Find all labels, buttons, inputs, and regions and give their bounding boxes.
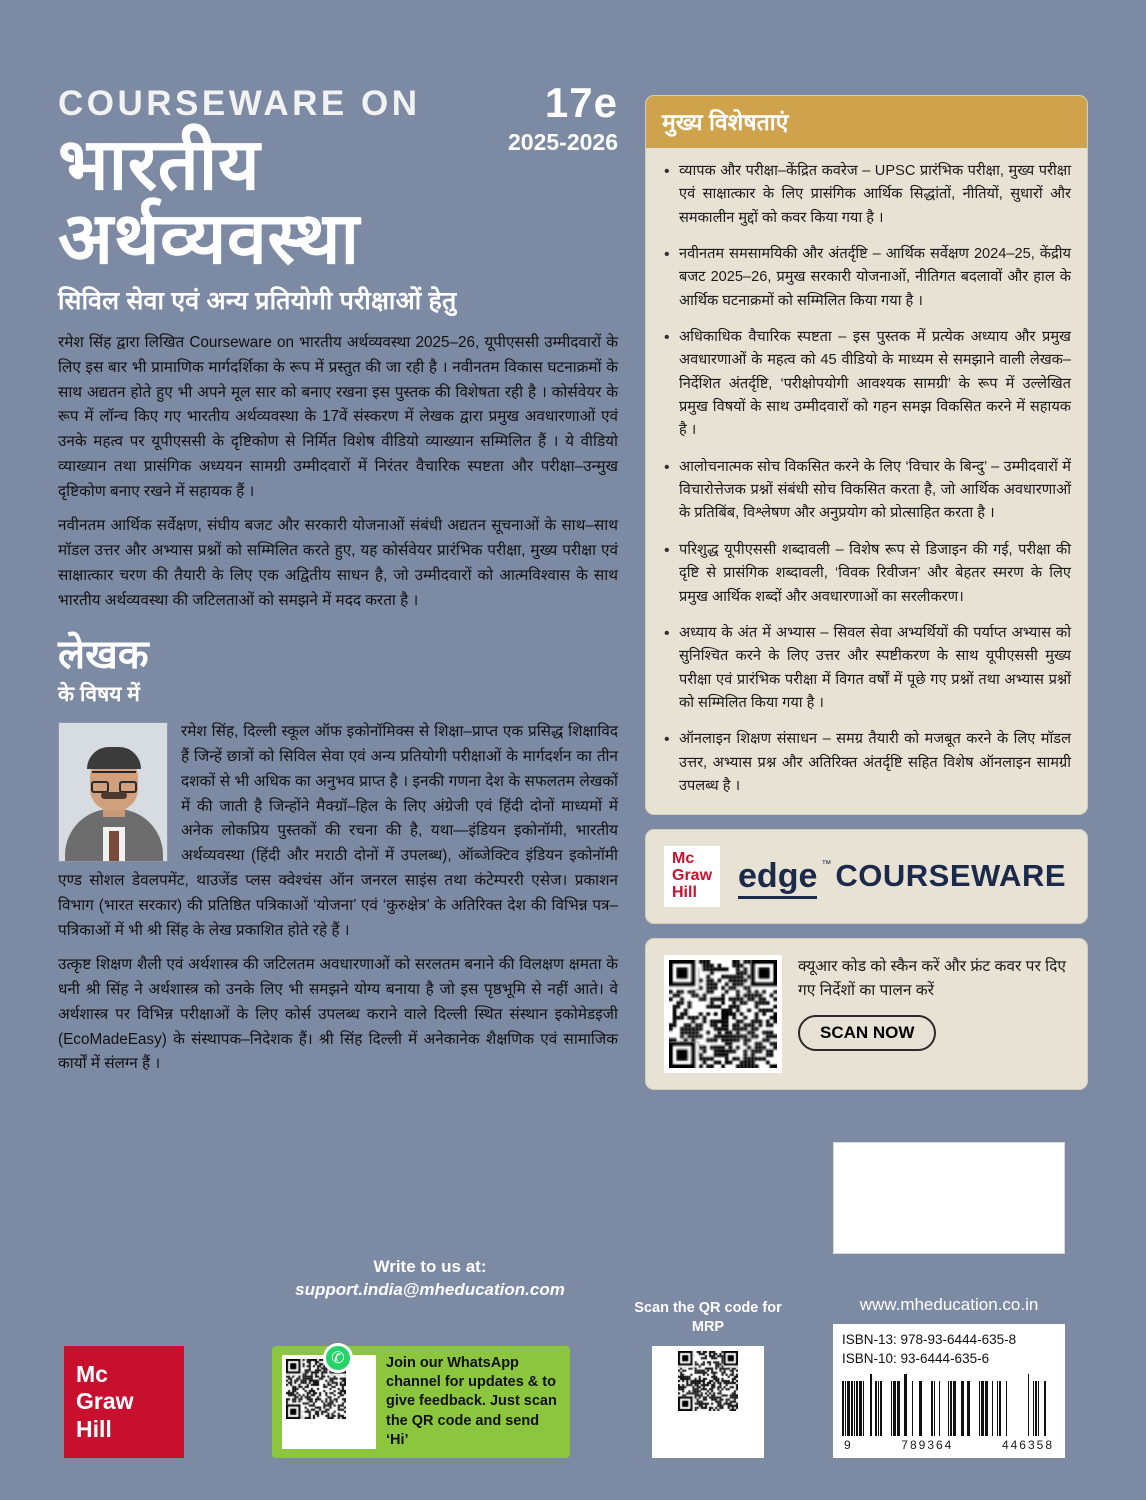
- edition-number: 17e: [544, 79, 618, 126]
- mgh-footer-line2: Graw: [76, 1388, 134, 1415]
- edge-text: edge: [738, 857, 817, 899]
- qr-code-icon[interactable]: [664, 955, 782, 1073]
- edition-block: [508, 79, 618, 157]
- mgh-footer-line3: Hill: [76, 1415, 112, 1442]
- book-title-line2: अर्थव्यवस्था: [58, 199, 360, 279]
- feature-item: • व्यापक और परीक्षा–केंद्रित कवरेज – UPSC प्रारंभिक परीक्षा, मुख्य परीक्षा एवं साक्षात्कार के लिए प्रासंगिक आर्थिक सिद्धांतों, नीतियों, सुधारों और समकालीन मुद्दों को कवर किया गया है ।: [662, 160, 1071, 230]
- author-paragraph-2: उत्कृष्ट शिक्षण शैली एवं अर्थशास्त्र की जटिलतम अवधारणाओं को सरलतम बनाने की विलक्षण क्षमता के धनी श्री सिंह ने अर्थशास्त्र को उनके लिए भी समझने योग्य बनाया है जो इस पृष्ठभूमि से नहीं आते। वे अर्थशास्त्र पर विभिन्न परीक्षाओं के लिए कोर्स उपलब्ध कराने वाले दिल्ली स्थित संस्थान इकोमेडइजी (EcoMadeEasy) के संस्थापक–निदेशक हैं। श्री सिंह दिल्ली में अनेकानेक शैक्षणिक एवं सामाजिक कार्यों में संलग्न हैं ।: [58, 956, 618, 1073]
- key-features-list: [646, 148, 1087, 814]
- ean-right: 446358: [1001, 1438, 1054, 1452]
- barcode: [842, 1374, 1056, 1436]
- ean-mid: 789364: [901, 1438, 954, 1452]
- book-subtitle: सिविल सेवा एवं अन्य प्रतियोगी परीक्षाओं हेतु: [58, 287, 457, 315]
- scan-now-button[interactable]: SCAN NOW: [798, 1015, 936, 1051]
- right-column: [645, 95, 1088, 1090]
- key-features-heading: मुख्य विशेषताएं: [646, 96, 1087, 148]
- support-email[interactable]: support.india@mheducation.com: [295, 1280, 565, 1299]
- footer-strip: [0, 1238, 1146, 1500]
- edge-wordmark: [738, 856, 832, 896]
- mrp-qr-canvas: [678, 1351, 738, 1411]
- website-url[interactable]: www.mheducation.co.in: [859, 1295, 1039, 1315]
- qr-code-canvas: [669, 960, 777, 1068]
- isbn-box: [833, 1324, 1065, 1458]
- trademark-symbol: ™: [821, 858, 832, 870]
- edition-years: 2025-2026: [508, 129, 618, 155]
- mgh-footer-line1: Mc: [76, 1361, 108, 1388]
- mrp-qr-code[interactable]: [652, 1346, 764, 1458]
- mgh-logo-line2: Graw: [672, 867, 713, 885]
- isbn-10: ISBN-10: 93-6444-635-6: [842, 1351, 990, 1367]
- blurb-paragraph-2: नवीनतम आर्थिक सर्वेक्षण, संघीय बजट और सरकारी योजनाओं संबंधी अद्यतन सूचनाओं के साथ–साथ मॉडल उत्तर और अभ्यास प्रश्नों को सम्मिलित करते हुए, यह कोर्सवेयर प्रारंभिक परीक्षा, मुख्य परीक्षा एवं साक्षात्कार चरण की तैयारी के लिए एक अद्वितीय साधन है, जो उम्मीदवारों को आत्मविश्वास के साथ भारतीय अर्थव्यवस्था की जटिलताओं को समझने में मदद करता है ।: [58, 517, 618, 609]
- mrp-caption: Scan the QR code for MRP: [634, 1300, 782, 1336]
- write-to-us-block: [280, 1257, 580, 1300]
- isbn-block: [833, 1295, 1065, 1458]
- isbn-13: ISBN-13: 978-93-6444-635-8: [842, 1332, 1017, 1348]
- feature-item: • ऑनलाइन शिक्षण संसाधन – समग्र तैयारी को मजबूत करने के लिए मॉडल उत्तर, अभ्यास प्रश्न और अतिरिक्त अंतर्दृष्टि सहित विशेष ऑनलाइन सामग्री उपलब्ध है ।: [662, 728, 1071, 798]
- whatsapp-text: Join our WhatsApp channel for updates & to give feedback. Just scan the QR code and send ‘Hi’: [386, 1354, 557, 1448]
- feature-item: • आलोचनात्मक सोच विकसित करने के लिए ‘विचार के बिन्दु’ – उम्मीदवारों में विचारोत्तेजक प्रश्नों संबंधी सोच विकसित करता है, जो आर्थिक अवधारणाओं के प्रतिबिंब, विश्लेषण और अनुप्रयोग को प्रोत्साहित करता है ।: [662, 456, 1071, 526]
- mrp-block: [628, 1299, 788, 1458]
- mgh-logo-line1: Mc: [672, 850, 695, 868]
- ean-left: 9: [844, 1438, 853, 1452]
- scan-qr-card: [645, 938, 1088, 1090]
- feature-item: • परिशुद्ध यूपीएससी शब्दावली – विशेष रूप से डिजाइन की गई, परीक्षा की दृष्टि से प्रासंगिक शब्दावली, ‘विवक रिवीजन’ और बेहतर स्मरण के लिए प्रमुख आर्थिक शब्दों और अवधारणाओं का सरलीकरण।: [662, 539, 1071, 609]
- author-photo: [58, 722, 168, 862]
- feature-item: • अध्याय के अंत में अभ्यास – सिवल सेवा अभ्यर्थियों की पर्याप्त अभ्यास को सुनिश्चित करने के लिए उत्तर और स्पष्टीकरण के साथ यूपीएससी मुख्य परीक्षा एवं प्रारंभिक परीक्षा में विगत वर्षों में पूछे गए प्रश्नों तथा अभ्यास प्रश्नों को सम्मिलित किया गया है ।: [662, 622, 1071, 715]
- courseware-on-label: COURSEWARE ON: [58, 84, 421, 123]
- key-features-card: [645, 95, 1088, 815]
- mcgraw-hill-footer-logo: [64, 1346, 184, 1458]
- scan-instruction-text: क्यूआर कोड को स्कैन करें और फ्रंट कवर पर दिए गए निर्देशों का पालन करें: [798, 957, 1066, 999]
- author-heading: लेखक: [58, 633, 149, 678]
- book-title-line1: भारतीय: [58, 125, 261, 205]
- feature-item: • अधिकाधिक वैचारिक स्पष्टता – इस पुस्तक में प्रत्येक अध्याय और प्रमुख अवधारणाओं के महत्व को 45 वीडियो के माध्यम से समझाने वाली लेखक–निर्देशित अंतर्दृष्टि, ‘परीक्षोपयोगी आवश्यक सामग्री’ के रूप में उल्लेखित प्रमुख विषयों के साथ उम्मीदवारों को गहन समझ विकसित करने में सहायक है ।: [662, 326, 1071, 443]
- ean-digits: [842, 1438, 1056, 1452]
- mcgraw-hill-logo: [664, 846, 720, 906]
- mgh-logo-line3: Hill: [672, 883, 697, 901]
- author-paragraph-1: रमेश सिंह, दिल्ली स्कूल ऑफ इकोनॉमिक्स से शिक्षा–प्राप्त एक प्रसिद्ध शिक्षाविद हैं जिन्हें छात्रों को सिविल सेवा एवं अन्य प्रतियोगी परीक्षाओं के मार्गदर्शन का तीन दशकों से भी अधिक का अनुभव प्राप्त है । इनकी गणना देश के सफलतम लेखकों में की जाती है जिन्होंने मैक्ग्रॉ–हिल के लिए अंग्रेजी एवं हिंदी दोनों माध्यमों में अनेक लोकप्रिय पुस्तकों की रचना की है, यथा—इंडियन इकोनॉमी, भारतीय अर्थव्यवस्था (हिंदी और मराठी दोनों में उपलब्ध), ऑब्जेक्टिव इंडियन इकोनॉमी एण्ड सोशल डेवलपमेंट, थाउजेंड प्लस क्वेश्चंस ऑन जनरल साइंस तथा कंटेम्पररी एसेज। प्रकाशन विभाग (भारत सरकार) की प्रतिष्ठित पत्रिकाओं ‘योजना’ एवं ‘कुरुक्षेत्र’ के अतिरिक्त देश की विभिन्न पत्र–पत्रिकाओं में भी श्री सिंह के लेख प्रकाशित होते रहे हैं ।: [58, 723, 618, 939]
- edge-courseware-card: [645, 829, 1088, 923]
- courseware-wordmark: COURSEWARE: [835, 858, 1067, 894]
- write-to-us-label: Write to us at:: [373, 1257, 487, 1276]
- whatsapp-card[interactable]: [272, 1346, 570, 1458]
- feature-item: • नवीनतम समसामयिकी और अंतर्दृष्टि – आर्थिक सर्वेक्षण 2024–25, केंद्रीय बजट 2025–26, प्रमुख सरकारी योजनाओं, नीतिगत बदलावों और हाल के आर्थिक घटनाक्रमों को सम्मिलित किया गया है ।: [662, 243, 1071, 313]
- whatsapp-icon: ✆: [323, 1343, 353, 1373]
- blurb-paragraph-1: रमेश सिंह द्वारा लिखित Courseware on भारतीय अर्थव्यवस्था 2025–26, यूपीएससी उम्मीदवारों के लिए इस बार भी प्रामाणिक मार्गदर्शिका के रूप में प्रस्तुत की जा रही है । नवीनतम विकास घटनाक्रमों के साथ अद्यतन होते हुए भी अपने मूल सार को बनाए रखना इस पुस्तक की विशेषता रही है । कोर्सवेयर के रूप में लॉन्च किए गए भारतीय अर्थव्यवस्था के 17वें संस्करण में लेखक द्वारा प्रमुख अवधारणाओं एवं उनके महत्व पर यूपीएससी के दृष्टिकोण से निर्मित विशेष वीडियो व्याख्यान सम्मिलित हैं । ये वीडियो व्याख्यान तथा प्रासंगिक अध्ययन सामग्री उम्मीदवारों में निरंतर वैचारिक स्पष्टता और परीक्षा–उन्मुख दृष्टिकोण बनाए रखने में सहायक हैं ।: [58, 334, 618, 500]
- author-subheading: के विषय में: [58, 683, 140, 707]
- left-column: [58, 79, 618, 1077]
- author-bio-block: [58, 720, 618, 943]
